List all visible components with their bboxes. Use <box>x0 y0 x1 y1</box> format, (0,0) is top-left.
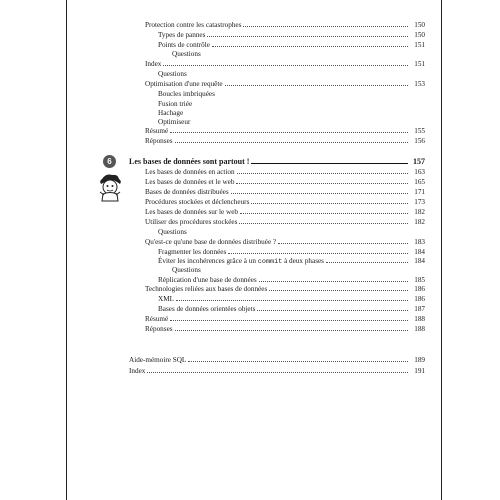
toc-entry[interactable]: Questions <box>158 228 187 236</box>
toc-entry[interactable]: Index 191 <box>129 367 425 375</box>
toc-entry[interactable]: Les bases de données en action 163 <box>145 168 425 176</box>
cartoon-character-icon <box>97 172 123 202</box>
toc-entry[interactable]: Boucles imbriquées <box>158 90 215 98</box>
toc-entry[interactable]: XML 186 <box>158 295 425 303</box>
toc-entry[interactable]: Les bases de données sur le web 182 <box>145 208 425 216</box>
toc-entry[interactable]: Éviter les incohérences grâce à un commit à deux phases 184 <box>158 257 425 266</box>
toc-entry[interactable]: Hachage <box>158 109 184 117</box>
toc-entry[interactable]: Résumé 188 <box>145 315 425 323</box>
table-of-contents <box>67 0 441 500</box>
toc-entry[interactable]: Fusion triée <box>158 100 193 108</box>
toc-entry[interactable]: Utiliser des procédures stockées 182 <box>145 218 425 226</box>
toc-entry[interactable]: Index 151 <box>145 60 425 68</box>
toc-entry[interactable]: Fragmenter les données 184 <box>158 248 425 256</box>
toc-entry[interactable]: Questions <box>158 70 187 78</box>
toc-entry[interactable]: Points de contrôle 151 <box>158 41 425 49</box>
toc-page <box>66 0 442 500</box>
toc-entry[interactable]: Questions <box>172 266 201 274</box>
toc-entry[interactable]: Qu'est-ce qu'une base de données distribuée ? 183 <box>145 238 425 246</box>
toc-entry[interactable]: Procédures stockées et déclencheurs 173 <box>145 198 425 206</box>
toc-entry[interactable]: Réponses 188 <box>145 325 425 333</box>
toc-entry[interactable]: Optimiseur <box>158 118 191 126</box>
toc-entry[interactable]: Réponses 156 <box>145 137 425 145</box>
toc-entry[interactable]: Réplication d'une base de données 185 <box>158 276 425 284</box>
toc-entry[interactable]: Technologies reliées aux bases de données 186 <box>145 285 425 293</box>
toc-entry[interactable]: Types de pannes 150 <box>158 31 425 39</box>
toc-entry[interactable]: Les bases de données et le web 165 <box>145 178 425 186</box>
chapter-heading[interactable]: Les bases de données sont partout ! 157 <box>129 157 425 166</box>
toc-entry[interactable]: Aide-mémoire SQL 189 <box>129 356 425 364</box>
toc-entry[interactable]: Optimisation d'une requête 153 <box>145 80 425 88</box>
toc-entry[interactable]: Protection contre les catastrophes 150 <box>145 21 425 29</box>
toc-entry[interactable]: Résumé 155 <box>145 127 425 135</box>
toc-entry[interactable]: Bases de données distribuées 171 <box>145 188 425 196</box>
toc-entry[interactable]: Questions <box>172 50 201 58</box>
toc-entry[interactable]: Bases de données orientées objets 187 <box>158 305 425 313</box>
chapter-number-badge: 6 <box>103 155 116 168</box>
